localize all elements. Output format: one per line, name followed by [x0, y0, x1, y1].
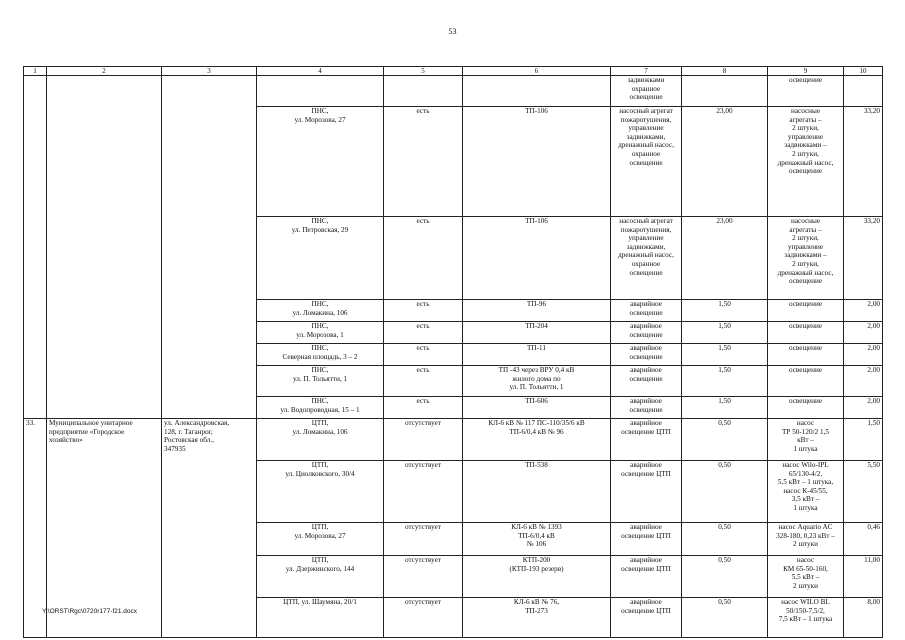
cell-total-power: 2,00 [844, 344, 883, 366]
cell-reserve-power: 0,50 [682, 461, 768, 523]
cell-consumers: насос Wilo-IPL 65/130-4/2, 5,5 кВт – 1 штука, насос К-45/55, 3,5 кВт – 1 штука [768, 461, 844, 523]
cell-total-power: 2,00 [844, 322, 883, 344]
cell-consumers: освещение [768, 300, 844, 322]
cell-power-source: ТП-204 [463, 322, 611, 344]
cell-power-source: ТП-606 [463, 397, 611, 419]
cell-empty [682, 76, 768, 107]
cell-total-power: 33,20 [844, 217, 883, 300]
cell-equipment: аварийное освещение ЦТП [611, 461, 682, 523]
cell-reserve-source: отсутствует [384, 556, 463, 598]
cell-equipment: аварийное освещение ЦТП [611, 598, 682, 638]
cell-consumers: насосные агрегаты – 2 штуки, управление задвижками – 2 штуки, дренажный насос, освещение [768, 107, 844, 217]
column-header: 8 [682, 67, 768, 76]
cell-empty [257, 76, 384, 107]
cell-power-source: КЛ-6 кВ № 117 ПС-110/35/6 кВ ТП-6/0,4 кВ № 96 [463, 419, 611, 461]
cell-object: ПНС, Северная площадь, 3 – 2 [257, 344, 384, 366]
cell-total-power: 11,00 [844, 556, 883, 598]
cell-consumers: освещение [768, 76, 844, 107]
power-supply-table [23, 66, 883, 638]
cell-power-source: ТП-96 [463, 300, 611, 322]
cell-total-power: 2,00 [844, 366, 883, 397]
cell-consumers: освещение [768, 322, 844, 344]
cell-object: ЦТП, ул. Дзержинского, 144 [257, 556, 384, 598]
cell-equipment: аварийное освещение [611, 344, 682, 366]
cell-reserve-power: 1,50 [682, 300, 768, 322]
entry-number: 33. [24, 419, 47, 638]
cell-reserve-power: 23,00 [682, 217, 768, 300]
cell-empty [463, 76, 611, 107]
cell-power-source: КТП-200 (КТП-193 резерв) [463, 556, 611, 598]
column-header: 10 [844, 67, 883, 76]
cell-object: ЦТП, ул. Ломакина, 106 [257, 419, 384, 461]
cell-empty [162, 76, 257, 419]
page-number: 53 [448, 27, 457, 36]
cell-reserve-source: есть [384, 217, 463, 300]
cell-object: ЦТП, ул. Циолковского, 30/4 [257, 461, 384, 523]
cell-consumers: насос WILO BL 50/150-7,5/2, 7,5 кВт – 1 штука [768, 598, 844, 638]
cell-empty [24, 76, 47, 419]
cell-total-power: 5,50 [844, 461, 883, 523]
cell-reserve-source: отсутствует [384, 461, 463, 523]
cell-reserve-source: есть [384, 107, 463, 217]
cell-reserve-source: отсутствует [384, 598, 463, 638]
column-header: 1 [24, 67, 47, 76]
cell-total-power: 33,20 [844, 107, 883, 217]
cell-equipment: насосный агрегат пожаротушения, управление задвижками, дренажный насос, охранное освещение [611, 107, 682, 217]
cell-power-source: ТП-106 [463, 217, 611, 300]
column-header: 7 [611, 67, 682, 76]
cell-total-power: 0,46 [844, 523, 883, 556]
cell-reserve-power: 0,50 [682, 419, 768, 461]
organization-address: ул. Александровская, 128, г. Таганрог, Ростовская обл., 347935 [162, 419, 257, 638]
cell-empty [47, 76, 162, 419]
column-header: 6 [463, 67, 611, 76]
cell-power-source: КЛ-6 кВ № 1393 ТП-6/0,4 кВ № 106 [463, 523, 611, 556]
cell-equipment: аварийное освещение [611, 300, 682, 322]
cell-equipment: аварийное освещение ЦТП [611, 523, 682, 556]
cell-equipment: аварийное освещение ЦТП [611, 419, 682, 461]
cell-total-power: 2,00 [844, 397, 883, 419]
cell-object: ПНС, ул. Морозова, 1 [257, 322, 384, 344]
cell-equipment: задвижками охранное освещение [611, 76, 682, 107]
column-header: 3 [162, 67, 257, 76]
file-path-footer: Y:\ORST\Rgc\0720r177-f21.docx [42, 608, 138, 615]
cell-consumers: насос КМ 65-50-160, 5,5 кВт – 2 штуки [768, 556, 844, 598]
cell-equipment: аварийное освещение [611, 366, 682, 397]
cell-equipment: аварийное освещение ЦТП [611, 556, 682, 598]
cell-empty [384, 76, 463, 107]
cell-reserve-power: 0,50 [682, 523, 768, 556]
cell-reserve-power: 1,50 [682, 397, 768, 419]
cell-reserve-source: есть [384, 366, 463, 397]
cell-total-power: 1,50 [844, 419, 883, 461]
cell-reserve-source: есть [384, 397, 463, 419]
column-header: 5 [384, 67, 463, 76]
cell-consumers: насос Aquario AC 328-180, 0,23 кВт – 2 штуки [768, 523, 844, 556]
cell-object: ПНС, ул. П. Тольятти, 1 [257, 366, 384, 397]
cell-object: ПНС, ул. Петровская, 29 [257, 217, 384, 300]
cell-power-source: ТП-538 [463, 461, 611, 523]
cell-consumers: освещение [768, 344, 844, 366]
cell-power-source: ТП-11 [463, 344, 611, 366]
cell-object: ЦТП, ул. Морозова, 27 [257, 523, 384, 556]
cell-reserve-source: отсутствует [384, 523, 463, 556]
cell-equipment: аварийное освещение [611, 397, 682, 419]
cell-consumers: насос ТР 50-120/2 1,5 кВт – 1 штука [768, 419, 844, 461]
cell-reserve-source: есть [384, 344, 463, 366]
table-row [24, 419, 883, 461]
cell-total-power: 8,00 [844, 598, 883, 638]
organization-name: Муниципальное унитарное предприятие «Городское хозяйство» [47, 419, 162, 638]
column-header: 9 [768, 67, 844, 76]
cell-object: ЦТП, ул. Шаумяна, 20/1 [257, 598, 384, 638]
cell-reserve-source: есть [384, 300, 463, 322]
cell-reserve-source: есть [384, 322, 463, 344]
cell-reserve-power: 23,00 [682, 107, 768, 217]
column-header: 4 [257, 67, 384, 76]
cell-power-source: КЛ-6 кВ № 76, ТП-273 [463, 598, 611, 638]
cell-reserve-source: отсутствует [384, 419, 463, 461]
cell-reserve-power: 1,50 [682, 322, 768, 344]
cell-empty [844, 76, 883, 107]
cell-consumers: насосные агрегаты – 2 штуки, управление задвижками – 2 штуки, дренажный насос, освещение [768, 217, 844, 300]
cell-equipment: насосный агрегат пожаротушения, управление задвижками, дренажный насос, охранное освещение [611, 217, 682, 300]
cell-power-source: ТП -43 через ВРУ 0,4 кВ жилого дома по ул. П. Тольятти, 1 [463, 366, 611, 397]
cell-equipment: аварийное освещение [611, 322, 682, 344]
column-number-row [24, 67, 883, 76]
cell-reserve-power: 1,50 [682, 344, 768, 366]
cell-object: ПНС, ул. Водопроводная, 15 – 1 [257, 397, 384, 419]
cell-total-power: 2,00 [844, 300, 883, 322]
cell-consumers: освещение [768, 366, 844, 397]
cell-object: ПНС, ул. Морозова, 27 [257, 107, 384, 217]
cell-reserve-power: 1,50 [682, 366, 768, 397]
cell-reserve-power: 0,50 [682, 556, 768, 598]
column-header: 2 [47, 67, 162, 76]
cell-object: ПНС, ул. Ломакина, 106 [257, 300, 384, 322]
cell-reserve-power: 0,50 [682, 598, 768, 638]
cell-consumers: освещение [768, 397, 844, 419]
cell-power-source: ТП-106 [463, 107, 611, 217]
continuation-row [24, 76, 883, 107]
